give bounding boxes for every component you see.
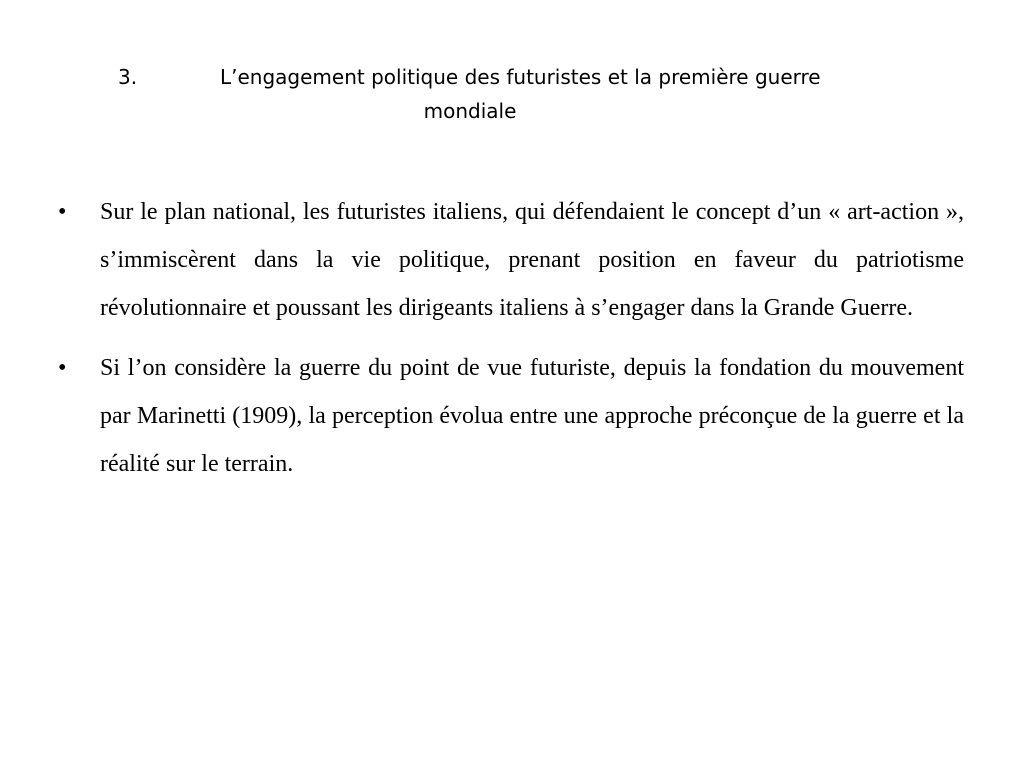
bullet-item-2 [58, 344, 964, 488]
title-text-line-1: L’engagement politique des futuristes et la première guerre [220, 65, 821, 89]
bullet-text-2: Si l’on considère la guerre du point de vue futuriste, depuis la fondation du mouvement par Marinetti (1909), la perception évolua entre une approche préconçue de la guerre et la réalité sur le terrain. [100, 355, 964, 477]
title-line-1 [118, 60, 938, 94]
title-number: 3. [118, 65, 138, 89]
title-line-2: mondiale [423, 99, 517, 123]
bullet-icon: • [58, 355, 67, 381]
bullet-text-1: Sur le plan national, les futuristes italiens, qui défendaient le concept d’un « art-action », s’immiscèrent dans la vie politique, prenant position en faveur du patriotisme révolutionnaire et poussant les dirigeants italiens à s’engager dans la Grande Guerre. [100, 199, 964, 321]
bullet-list [58, 188, 964, 500]
bullet-item-1 [58, 188, 964, 332]
slide-title [118, 60, 938, 128]
bullet-icon: • [58, 199, 67, 225]
